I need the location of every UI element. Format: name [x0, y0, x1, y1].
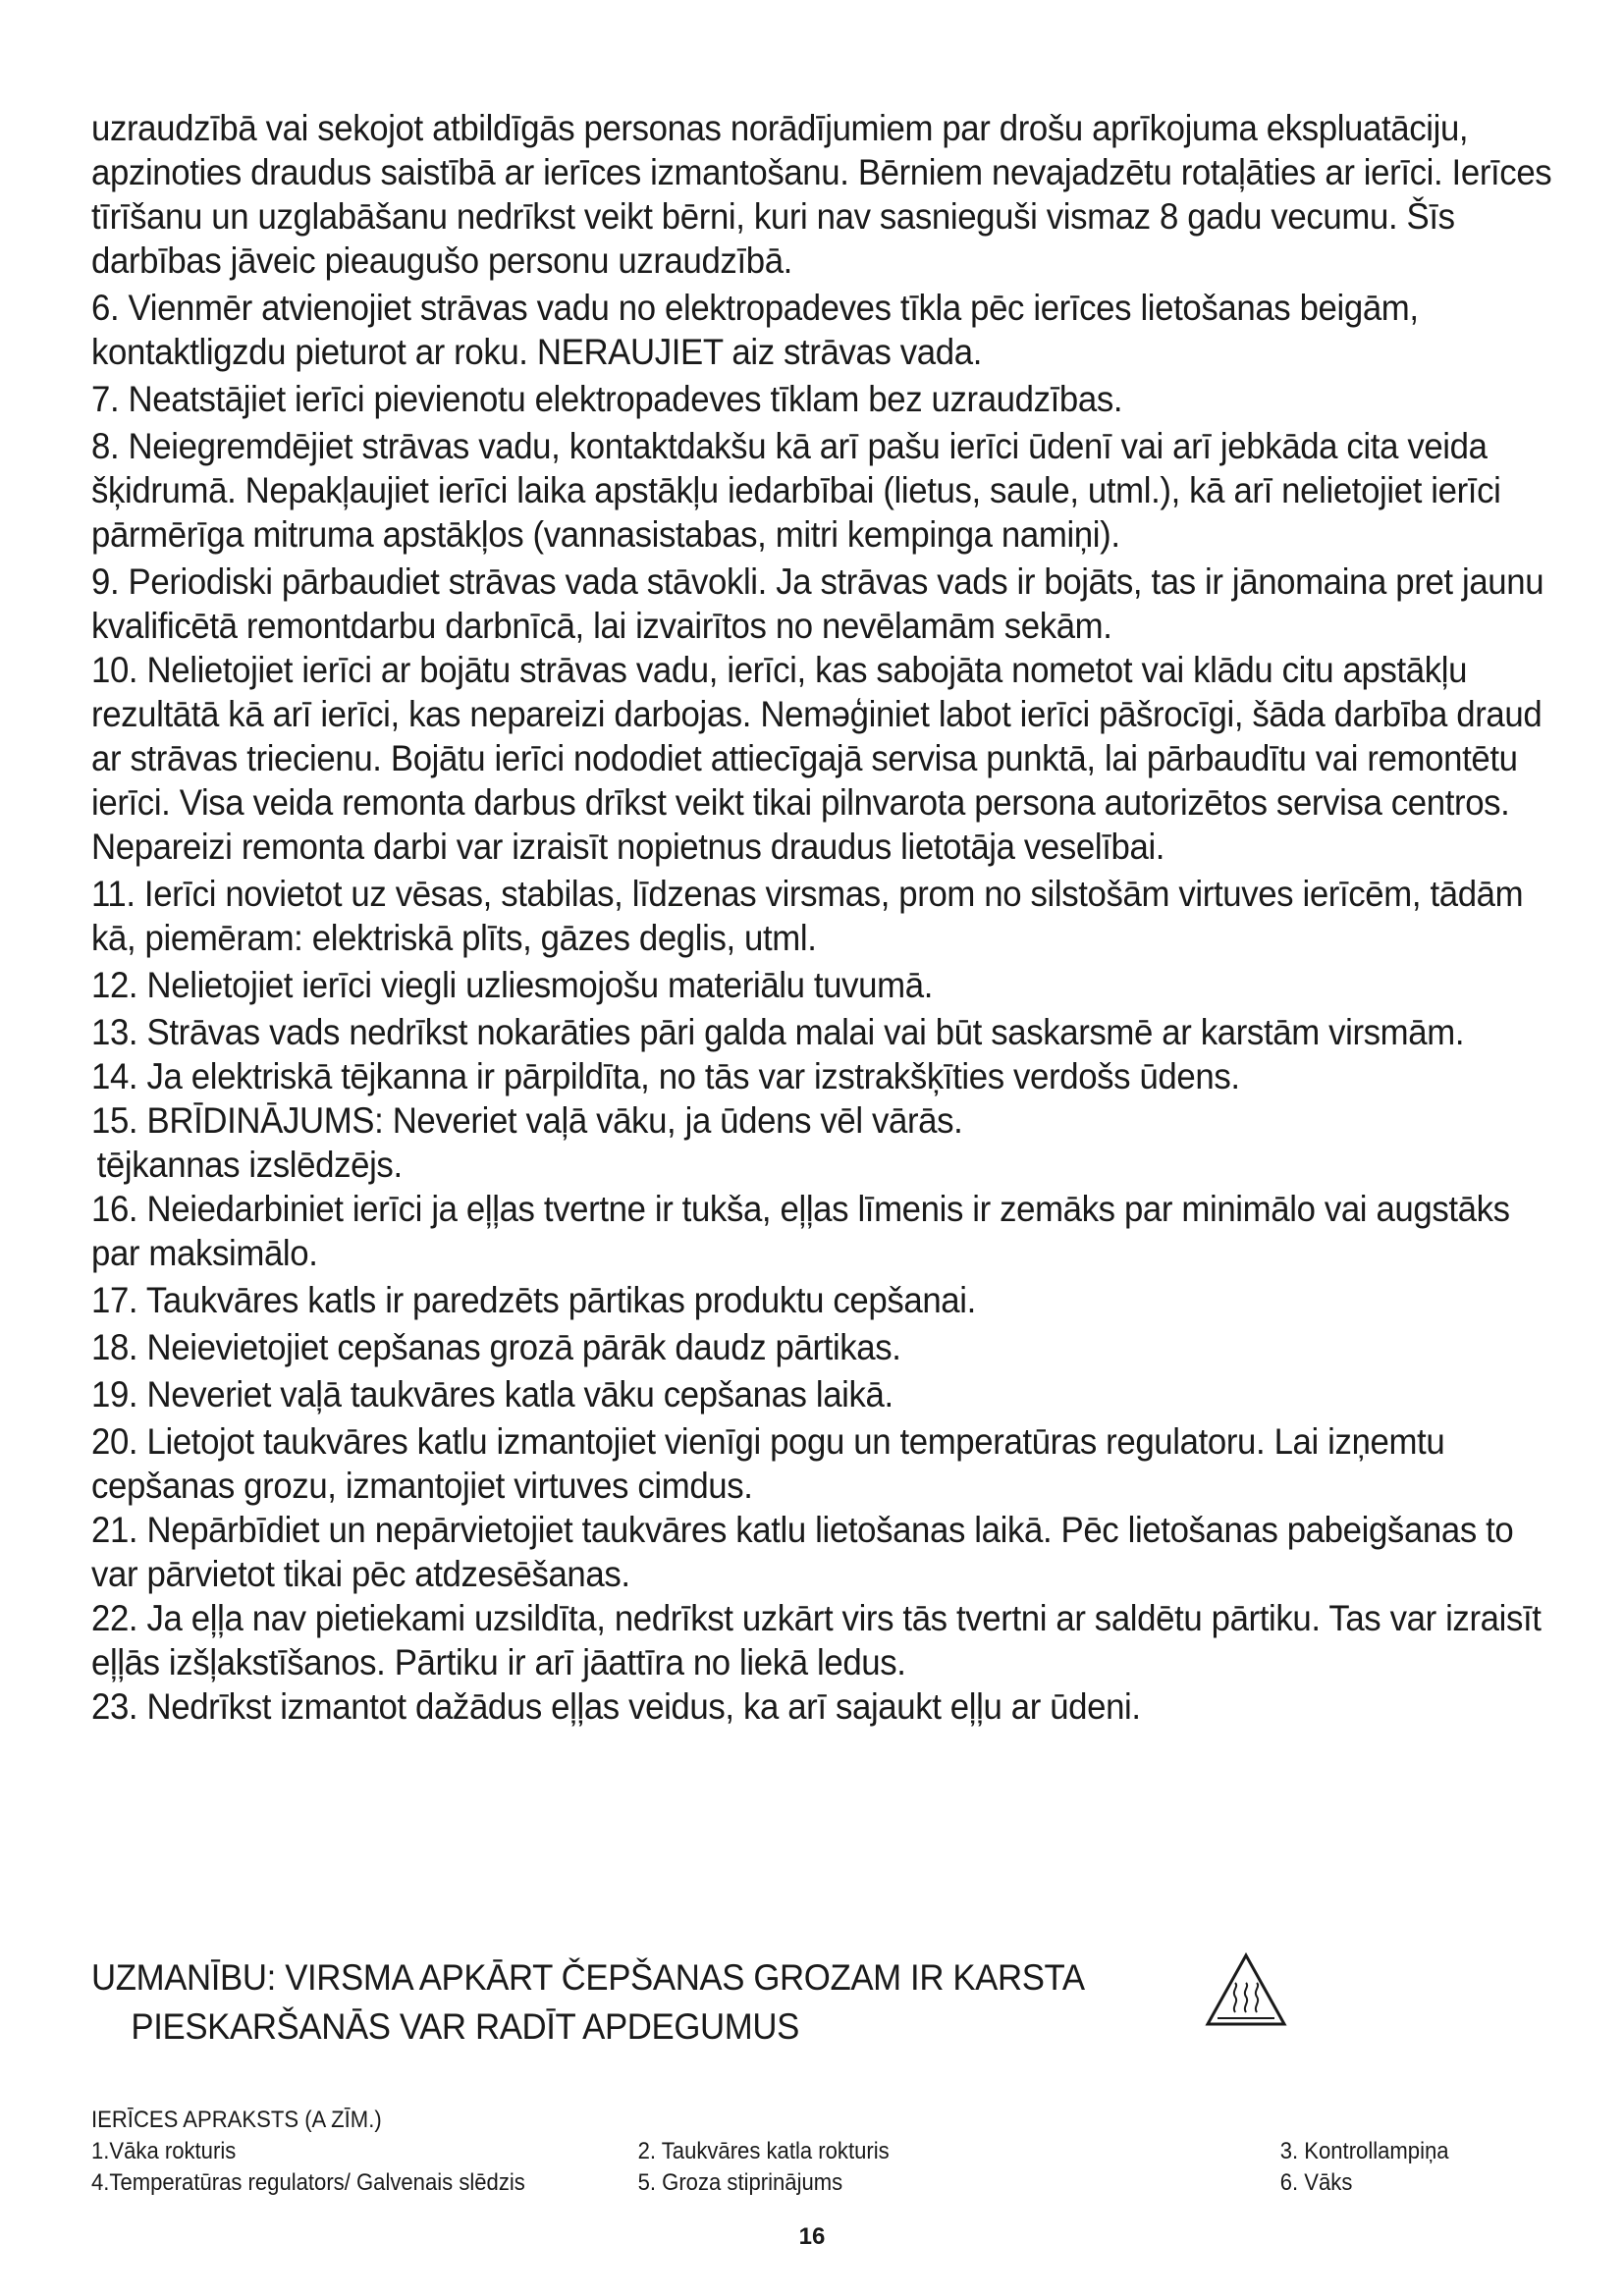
- instruction-9: 9. Periodiski pārbaudiet strāvas vada stāvokli. Ja strāvas vads ir bojāts, tas ir jānomaina pret jaunu kvalificētā remontdarbu darbnīcā, lai izvairītos no nevēlamām sekām.: [91, 561, 1544, 646]
- instruction-12: 12. Nelietojiet ierīci viegli uzliesmojošu materiālu tuvumā.: [91, 965, 933, 1005]
- instruction-21: 21. Nepārbīdiet un nepārvietojiet taukvāres katlu lietošanas laikā. Pēc lietošanas pabeigšanas to var pārvietot tikai pēc atdzesēšanas.: [91, 1510, 1514, 1594]
- part-lid-handle: 1.Vāka rokturis: [91, 2138, 237, 2164]
- hot-surface-warning-icon: [1204, 1951, 1288, 2030]
- instruction-15: 15. BRĪDINĀJUMS: Neveriet vaļā vāku, ja ūdens vēl vārās.: [91, 1100, 963, 1141]
- description-row-2: [91, 2167, 1429, 2199]
- part-pot-handle: 2. Taukvāres katla rokturis: [637, 2138, 890, 2164]
- paragraph-intro: uzraudzībā vai sekojot atbildīgās personas norādījumiem par drošu aprīkojuma ekspluatāciju, apzinoties draudus saistībā ar ierīces izmantošanu. Bērniem nevajadzētu rotaļāties ar ierīci. Ierīces tīrīšanu un uzglabāšanu nedrīkst veikt bērni, kuri nav sasnieguši vismaz 8 gadu vecumu. Šīs darbības jāveic pieaugušo personu uzraudzībā.: [91, 108, 1552, 281]
- instruction-6: 6. Vienmēr atvienojiet strāvas vadu no elektropadeves tīkla pēc ierīces lietošanas beigām, kontaktligzdu pieturot ar roku. NERAUJIET aiz strāvas vada.: [91, 288, 1419, 372]
- instruction-22: 22. Ja eļļa nav pietiekami uzsildīta, nedrīkst uzkārt virs tās tvertni ar saldētu pārtiku. Tas var izraisīt eļļās izšļakstīšanos. Pārtiku ir arī jāattīra no liekā ledus.: [91, 1598, 1542, 1682]
- device-description: [91, 2105, 1449, 2199]
- page-number: 16: [798, 2223, 826, 2250]
- instruction-13: 13. Strāvas vads nedrīkst nokarāties pāri galda malai vai būt saskarsmē ar karstām virsmām.: [91, 1012, 1465, 1052]
- safety-instructions: [91, 106, 1552, 1729]
- instruction-17: 17. Taukvāres katls ir paredzēts pārtikas produktu cepšanai.: [91, 1280, 976, 1320]
- instruction-7: 7. Neatstājiet ierīci pievienotu elektropadeves tīklam bez uzraudzības.: [91, 379, 1123, 419]
- instruction-11: 11. Ierīci novietot uz vēsas, stabilas, līdzenas virsmas, prom no silstošām virtuves ierīcēm, tādām kā, piemēram: elektriskā plīts, gāzes deglis, utml.: [91, 874, 1524, 958]
- instruction-18: 18. Neievietojiet cepšanas grozā pārāk daudz pārtikas.: [91, 1327, 901, 1367]
- hot-surface-warning: [91, 1953, 1236, 2052]
- warning-line-1: UZMANĪBU: VIRSMA APKĀRT ČEPŠANAS GROZAM IR KARSTA: [91, 1957, 1085, 1998]
- instruction-16: 16. Neiedarbiniet ierīci ja eļļas tvertne ir tukša, eļļas līmenis ir zemāks par minimālo vai augstāks par maksimālo.: [91, 1189, 1510, 1273]
- instruction-19: 19. Neveriet vaļā taukvāres katla vāku cepšanas laikā.: [91, 1374, 893, 1415]
- description-row-1: [91, 2136, 1449, 2167]
- warning-line-2: PIESKARŠANĀS VAR RADĪT APDEGUMUS: [131, 2006, 799, 2047]
- instruction-20: 20. Lietojot taukvāres katlu izmantojiet vienīgi pogu un temperatūras regulatoru. Lai izņemtu cepšanas grozu, izmantojiet virtuves cimdus.: [91, 1421, 1445, 1506]
- instruction-8: 8. Neiegremdējiet strāvas vadu, kontaktdakšu kā arī pašu ierīci ūdenī vai arī jebkāda cita veida šķidrumā. Nepakļaujiet ierīci laika apstākļu iedarbībai (lietus, saule, utml.), kā arī nelietojiet ierīci pārmērīga mitruma apstākļos (vannasistabas, mitri kempinga namiņi).: [91, 426, 1501, 555]
- description-title: IERĪCES APRAKSTS (A ZĪM.): [91, 2107, 382, 2133]
- part-lid: 6. Vāks: [1279, 2169, 1353, 2196]
- instruction-14: 14. Ja elektriskā tējkanna ir pārpildīta, no tās var izstrakšķīties verdošs ūdens.: [91, 1056, 1240, 1096]
- instruction-15-continued: tējkannas izslēdzējs.: [96, 1145, 403, 1185]
- instruction-10: 10. Nelietojiet ierīci ar bojātu strāvas vadu, ierīci, kas sabojāta nometot vai klādu citu apstākļu rezultātā kā arī ierīci, kas nepareizi darbojas. Neməģiniet labot ierīci pāšrocīgi, šāda darbība draud ar strāvas triecienu. Bojātu ierīci nododiet attiecīgajā servisa punktā, lai pārbaudītu vai remontētu ierīci. Visa veida remonta darbus drīkst veikt tikai pilnvarota persona autorizētos servisa centros. Nepareizi remonta darbi var izraisīt nopietnus draudus lietotāja veselībai.: [91, 650, 1543, 867]
- part-indicator-lamp: 3. Kontrollampiņa: [1279, 2138, 1449, 2164]
- instruction-23: 23. Nedrīkst izmantot dažādus eļļas veidus, ka arī sajaukt eļļu ar ūdeni.: [91, 1686, 1141, 1727]
- part-temperature-regulator: 4.Temperatūras regulators/ Galvenais slēdzis: [91, 2169, 525, 2196]
- part-basket-mount: 5. Groza stiprinājums: [637, 2169, 843, 2196]
